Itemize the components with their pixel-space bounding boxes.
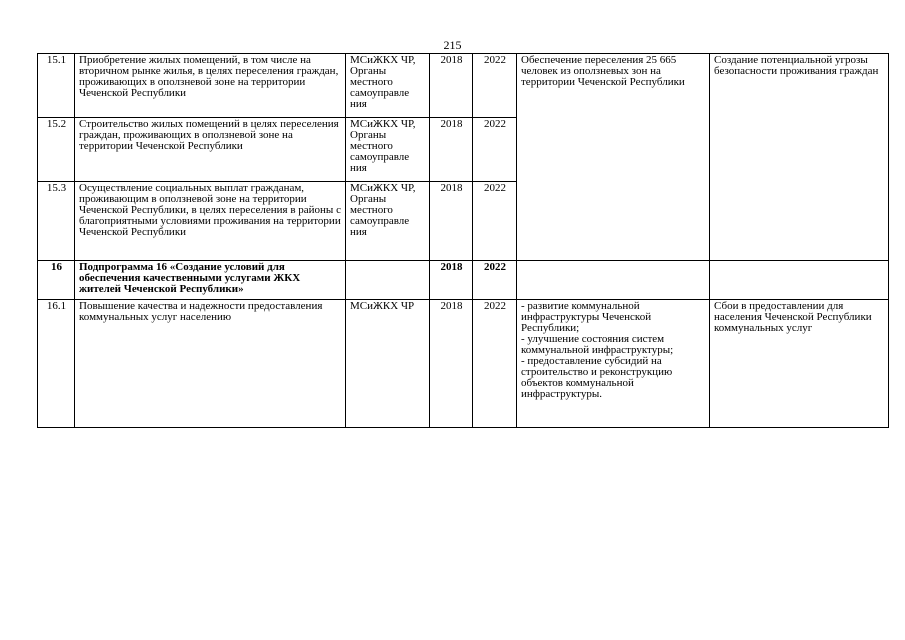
row-number: 16.1 xyxy=(38,300,75,428)
measure-name: Повышение качества и надежности предоставления коммунальных услуг населению xyxy=(75,300,346,428)
table-row xyxy=(38,261,889,300)
consequence: Сбои в предоставлении для населения Чеченской Республики коммунальных услуг xyxy=(710,300,889,428)
row-number: 15.3 xyxy=(38,182,75,261)
end-year: 2022 xyxy=(473,300,517,428)
executor: МСиЖКХ ЧР, Органы местного самоуправле ния xyxy=(346,118,430,182)
executor xyxy=(346,261,430,300)
row-number: 16 xyxy=(38,261,75,300)
row-number: 15.1 xyxy=(38,54,75,118)
table-row xyxy=(38,54,889,118)
row-number: 15.2 xyxy=(38,118,75,182)
executor: МСиЖКХ ЧР xyxy=(346,300,430,428)
end-year: 2022 xyxy=(473,54,517,118)
end-year: 2022 xyxy=(473,182,517,261)
page-number: 215 xyxy=(443,38,462,52)
expected-result xyxy=(517,261,710,300)
start-year: 2018 xyxy=(430,300,473,428)
executor: МСиЖКХ ЧР, Органы местного самоуправле ния xyxy=(346,54,430,118)
end-year: 2022 xyxy=(473,261,517,300)
executor: МСиЖКХ ЧР, Органы местного самоуправле ния xyxy=(346,182,430,261)
start-year: 2018 xyxy=(430,261,473,300)
expected-result: - развитие коммунальной инфраструктуры Чеченской Республики; - улучшение состояния систем коммунальной инфраструктуры; - предоставление субсидий на строительство и реконструкцию объектов коммунальной инфраструктуры. xyxy=(517,300,710,428)
expected-result: Обеспечение переселения 25 665 человек из оползневых зон на территории Чеченской Республики xyxy=(517,54,710,261)
measure-name: Осуществление социальных выплат гражданам, проживающим в оползневой зоне на территории Чеченской Республики, в целях переселения в районы с благоприятными условиями проживания на территории Чеченской Республики xyxy=(75,182,346,261)
end-year: 2022 xyxy=(473,118,517,182)
start-year: 2018 xyxy=(430,182,473,261)
measure-name: Строительство жилых помещений в целях переселения граждан, проживающих в оползневой зоне на территории Чеченской Республики xyxy=(75,118,346,182)
measures-table xyxy=(37,53,889,428)
measure-name: Приобретение жилых помещений, в том числе на вторичном рынке жилья, в целях переселения граждан, проживающих в оползневой зоне на территории Чеченской Республики xyxy=(75,54,346,118)
subprogram-name: Подпрограмма 16 «Создание условий для обеспечения качественными услугами ЖКХ жителей Чеченской Республики» xyxy=(75,261,346,300)
start-year: 2018 xyxy=(430,54,473,118)
consequence xyxy=(710,261,889,300)
consequence: Создание потенциальной угрозы безопасности проживания граждан xyxy=(710,54,889,261)
start-year: 2018 xyxy=(430,118,473,182)
table-row xyxy=(38,300,889,428)
